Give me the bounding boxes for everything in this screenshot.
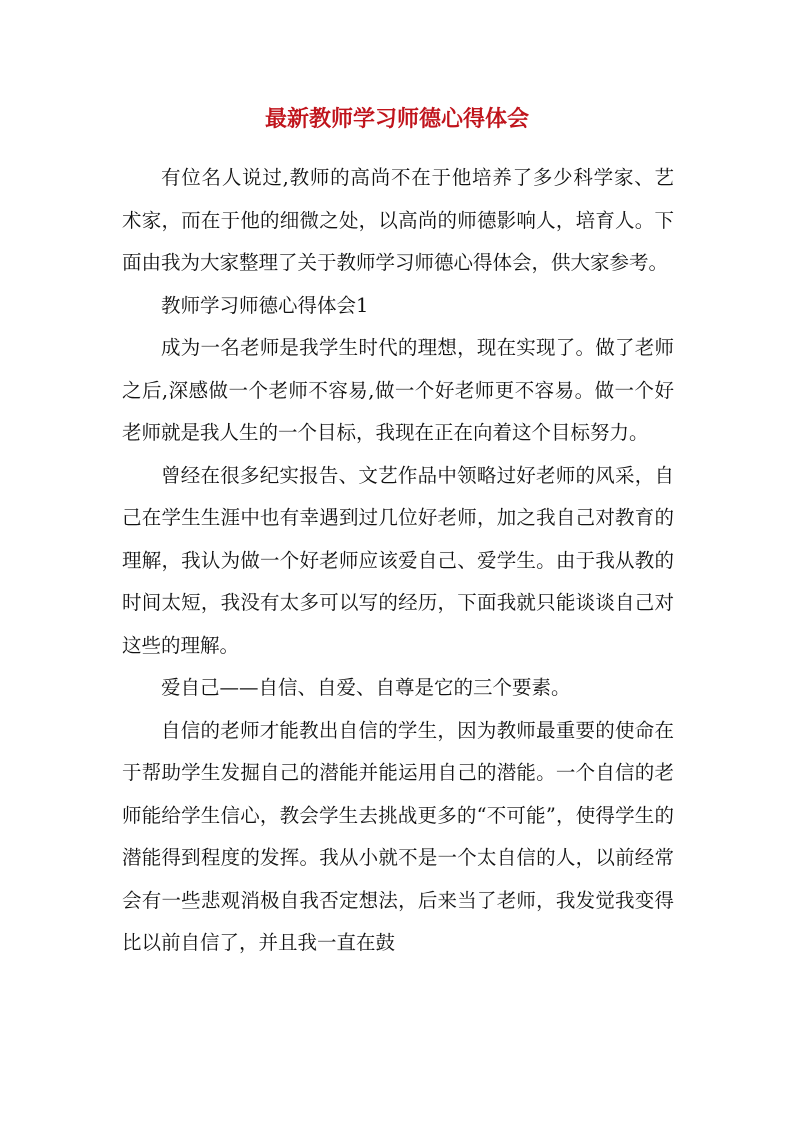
paragraph: 成为一名老师是我学生时代的理想，现在实现了。做了老师之后,深感做一个老师不容易,做一个好老师更不容易。做一个好老师就是我人生的一个目标，我现在正在向着这个目标努力。 (122, 336, 674, 444)
document-body (122, 157, 674, 965)
paragraph: 自信的老师才能教出自信的学生，因为教师最重要的使命在于帮助学生发掘自己的潜能并能运用自己的潜能。一个自信的老师能给学生信心，教会学生去挑战更多的“不可能”，使得学生的潜能得到程度的发挥。我从小就不是一个太自信的人，以前经常会有一些悲观消极自我否定想法，后来当了老师，我发觉我变得比以前自信了，并且我一直在鼓 (122, 718, 674, 954)
section-heading: 教师学习师德心得体会1 (161, 293, 369, 317)
paragraph-intro: 有位名人说过,教师的高尚不在于他培养了多少科学家、艺术家，而在于他的细微之处，以高尚的师德影响人，培育人。下面由我为大家整理了关于教师学习师德心得体会，供大家参考。 (122, 166, 674, 274)
document-title: 最新教师学习师德心得体会 (264, 106, 529, 132)
paragraph: 爱自己——自信、自爱、自尊是它的三个要素。 (161, 676, 571, 699)
paragraph: 曾经在很多纪实报告、文艺作品中领略过好老师的风采，自己在学生生涯中也有幸遇到过几位好老师，加之我自己对教育的理解，我认为做一个好老师应该爱自己、爱学生。由于我从教的时间太短，我没有太多可以写的经历，下面我就只能谈谈自己对这些的理解。 (122, 463, 674, 657)
